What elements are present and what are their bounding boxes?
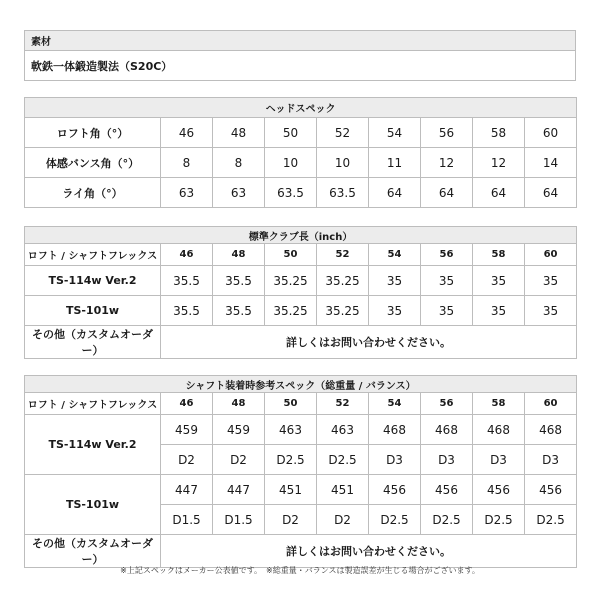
shaft-spec-weight-cell: 463 bbox=[265, 415, 317, 445]
material-value: 軟鉄一体鍛造製法（S20C） bbox=[25, 51, 576, 81]
club-length-loft: 54 bbox=[369, 244, 421, 266]
head-spec-cell: 10 bbox=[317, 148, 369, 178]
head-spec-row bbox=[25, 148, 577, 178]
shaft-spec-other-value: 詳しくはお問い合わせください。 bbox=[161, 535, 577, 568]
shaft-spec-loft: 46 bbox=[161, 393, 213, 415]
shaft-spec-balance-cell: D1.5 bbox=[213, 505, 265, 535]
club-length-cell: 35 bbox=[525, 296, 577, 326]
shaft-spec-row-label: TS-114w Ver.2 bbox=[25, 415, 161, 475]
shaft-spec-header-label: ロフト / シャフトフレックス bbox=[25, 393, 161, 415]
club-length-loft: 52 bbox=[317, 244, 369, 266]
shaft-spec-weight-row bbox=[25, 475, 577, 505]
club-length-cell: 35 bbox=[473, 296, 525, 326]
club-length-cell: 35.25 bbox=[317, 296, 369, 326]
shaft-spec-balance-cell: D3 bbox=[525, 445, 577, 475]
shaft-spec-weight-cell: 456 bbox=[525, 475, 577, 505]
shaft-spec-balance-cell: D2 bbox=[317, 505, 369, 535]
club-length-cell: 35 bbox=[421, 296, 473, 326]
shaft-spec-balance-cell: D2.5 bbox=[369, 505, 421, 535]
club-length-loft: 56 bbox=[421, 244, 473, 266]
shaft-spec-balance-cell: D1.5 bbox=[161, 505, 213, 535]
shaft-spec-balance-cell: D3 bbox=[473, 445, 525, 475]
head-spec-title: ヘッドスペック bbox=[25, 98, 577, 118]
shaft-spec-weight-cell: 456 bbox=[369, 475, 421, 505]
head-spec-table bbox=[24, 97, 577, 208]
shaft-spec-weight-cell: 447 bbox=[213, 475, 265, 505]
club-length-loft: 48 bbox=[213, 244, 265, 266]
club-length-row-label: TS-101w bbox=[25, 296, 161, 326]
shaft-spec-weight-cell: 468 bbox=[421, 415, 473, 445]
head-spec-cell: 63 bbox=[161, 178, 213, 208]
club-length-loft: 60 bbox=[525, 244, 577, 266]
head-spec-cell: 11 bbox=[369, 148, 421, 178]
head-spec-cell: 10 bbox=[265, 148, 317, 178]
shaft-spec-other-row bbox=[25, 535, 577, 568]
shaft-spec-balance-cell: D2.5 bbox=[421, 505, 473, 535]
head-spec-row-label: ライ角（°） bbox=[25, 178, 161, 208]
club-length-loft: 50 bbox=[265, 244, 317, 266]
club-length-cell: 35.5 bbox=[161, 296, 213, 326]
club-length-table bbox=[24, 226, 577, 359]
head-spec-cell: 63.5 bbox=[317, 178, 369, 208]
head-spec-cell: 63 bbox=[213, 178, 265, 208]
shaft-spec-loft: 52 bbox=[317, 393, 369, 415]
shaft-spec-title: シャフト装着時参考スペック（総重量 / バランス） bbox=[25, 376, 577, 393]
head-spec-cell: 64 bbox=[473, 178, 525, 208]
head-spec-row-label: 体感バンス角（°） bbox=[25, 148, 161, 178]
shaft-spec-balance-cell: D2 bbox=[161, 445, 213, 475]
shaft-spec-table bbox=[24, 375, 577, 568]
shaft-spec-balance-cell: D2.5 bbox=[265, 445, 317, 475]
shaft-spec-weight-cell: 456 bbox=[421, 475, 473, 505]
shaft-spec-weight-cell: 468 bbox=[473, 415, 525, 445]
shaft-spec-balance-cell: D2 bbox=[213, 445, 265, 475]
head-spec-cell: 63.5 bbox=[265, 178, 317, 208]
club-length-row bbox=[25, 266, 577, 296]
shaft-spec-weight-cell: 451 bbox=[265, 475, 317, 505]
club-length-cell: 35.25 bbox=[265, 266, 317, 296]
shaft-spec-balance-cell: D2 bbox=[265, 505, 317, 535]
shaft-spec-balance-cell: D3 bbox=[369, 445, 421, 475]
shaft-spec-loft: 50 bbox=[265, 393, 317, 415]
shaft-spec-weight-cell: 459 bbox=[161, 415, 213, 445]
club-length-cell: 35.5 bbox=[213, 266, 265, 296]
head-spec-cell: 58 bbox=[473, 118, 525, 148]
shaft-spec-weight-cell: 463 bbox=[317, 415, 369, 445]
club-length-cell: 35.25 bbox=[317, 266, 369, 296]
head-spec-cell: 46 bbox=[161, 118, 213, 148]
club-length-row-label: TS-114w Ver.2 bbox=[25, 266, 161, 296]
material-table bbox=[24, 30, 576, 81]
head-spec-cell: 56 bbox=[421, 118, 473, 148]
head-spec-cell: 52 bbox=[317, 118, 369, 148]
footnote: ※上記スペックはメーカー公表値です。 ※総重量・バランスは製造誤差が生じる場合がございます。 bbox=[120, 566, 480, 575]
shaft-spec-balance-cell: D3 bbox=[421, 445, 473, 475]
head-spec-cell: 8 bbox=[161, 148, 213, 178]
head-spec-cell: 8 bbox=[213, 148, 265, 178]
shaft-spec-loft: 56 bbox=[421, 393, 473, 415]
shaft-spec-weight-cell: 459 bbox=[213, 415, 265, 445]
club-length-loft: 58 bbox=[473, 244, 525, 266]
head-spec-cell: 64 bbox=[421, 178, 473, 208]
club-length-cell: 35 bbox=[421, 266, 473, 296]
shaft-spec-loft: 60 bbox=[525, 393, 577, 415]
club-length-other-label: その他（カスタムオーダー） bbox=[25, 326, 161, 359]
club-length-header-row bbox=[25, 244, 577, 266]
shaft-spec-weight-cell: 447 bbox=[161, 475, 213, 505]
club-length-cell: 35 bbox=[369, 266, 421, 296]
shaft-spec-loft: 58 bbox=[473, 393, 525, 415]
club-length-other-value: 詳しくはお問い合わせください。 bbox=[161, 326, 577, 359]
club-length-cell: 35 bbox=[525, 266, 577, 296]
head-spec-cell: 50 bbox=[265, 118, 317, 148]
head-spec-row bbox=[25, 178, 577, 208]
head-spec-cell: 64 bbox=[525, 178, 577, 208]
head-spec-cell: 12 bbox=[473, 148, 525, 178]
head-spec-cell: 48 bbox=[213, 118, 265, 148]
shaft-spec-loft: 48 bbox=[213, 393, 265, 415]
club-length-row bbox=[25, 296, 577, 326]
head-spec-row-label: ロフト角（°） bbox=[25, 118, 161, 148]
shaft-spec-weight-cell: 451 bbox=[317, 475, 369, 505]
club-length-cell: 35.5 bbox=[213, 296, 265, 326]
head-spec-cell: 14 bbox=[525, 148, 577, 178]
shaft-spec-balance-cell: D2.5 bbox=[525, 505, 577, 535]
shaft-spec-header-row bbox=[25, 393, 577, 415]
material-header: 素材 bbox=[25, 31, 576, 51]
head-spec-cell: 64 bbox=[369, 178, 421, 208]
head-spec-cell: 12 bbox=[421, 148, 473, 178]
club-length-other-row bbox=[25, 326, 577, 359]
shaft-spec-balance-cell: D2.5 bbox=[473, 505, 525, 535]
club-length-loft: 46 bbox=[161, 244, 213, 266]
shaft-spec-loft: 54 bbox=[369, 393, 421, 415]
shaft-spec-other-label: その他（カスタムオーダー） bbox=[25, 535, 161, 568]
head-spec-cell: 54 bbox=[369, 118, 421, 148]
club-length-cell: 35 bbox=[473, 266, 525, 296]
shaft-spec-weight-row bbox=[25, 415, 577, 445]
shaft-spec-weight-cell: 468 bbox=[525, 415, 577, 445]
head-spec-row bbox=[25, 118, 577, 148]
club-length-cell: 35.5 bbox=[161, 266, 213, 296]
shaft-spec-row-label: TS-101w bbox=[25, 475, 161, 535]
shaft-spec-balance-cell: D2.5 bbox=[317, 445, 369, 475]
shaft-spec-weight-cell: 456 bbox=[473, 475, 525, 505]
club-length-title: 標準クラブ長（inch） bbox=[25, 227, 577, 244]
club-length-cell: 35.25 bbox=[265, 296, 317, 326]
shaft-spec-weight-cell: 468 bbox=[369, 415, 421, 445]
club-length-cell: 35 bbox=[369, 296, 421, 326]
head-spec-cell: 60 bbox=[525, 118, 577, 148]
club-length-header-label: ロフト / シャフトフレックス bbox=[25, 244, 161, 266]
